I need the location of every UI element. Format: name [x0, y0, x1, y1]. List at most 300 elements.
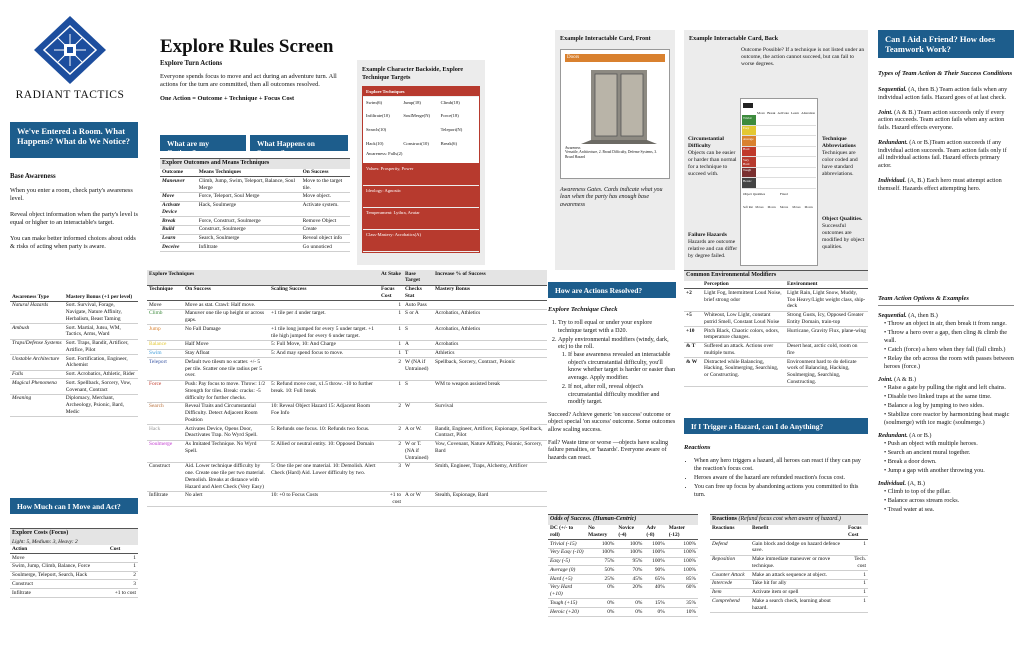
- circumstantial-note: [688, 136, 738, 178]
- awareness-type: Traps/Defense Systems: [10, 339, 64, 355]
- interactable-card-front: [560, 49, 670, 179]
- difficulty-row: [742, 147, 816, 158]
- env-cell: Hurricane, Gravity Flux, plane-wing: [785, 327, 868, 343]
- team-examples-heading: Team Action Options & Examples: [878, 295, 1014, 306]
- interactable-card-back: [740, 98, 818, 266]
- table-row: [10, 554, 138, 563]
- technique-scaling: 5: Refunds one focus. 10: Refunds two focus.: [269, 425, 379, 441]
- technique-target: [402, 127, 439, 134]
- env-cell: Light Rain, Light Snow, Muddy, Too Heavy/Light weight class, ship-deck: [785, 289, 868, 311]
- costs-header: Cost: [108, 545, 138, 553]
- mastery-bonus: Sort. Acrobatics, Athletic, Rider: [64, 370, 138, 379]
- awareness-header: Awareness Type: [10, 293, 64, 301]
- difficulty-label: Hard: [742, 147, 756, 157]
- table-row: [10, 355, 138, 371]
- awareness-gates-caption: Awareness Gates. Cards indicate what you lean when the party has enough base awareness: [560, 186, 663, 208]
- outcomes-header: Means Techniques: [197, 169, 301, 177]
- odds-value: 100%: [644, 540, 666, 549]
- extra-label: Moves: [779, 204, 789, 209]
- odds-value: 95%: [616, 557, 644, 566]
- table-row: [548, 575, 698, 584]
- group-tag: (A, then B.): [908, 312, 938, 320]
- example-text: Throw an object in air, then break it from range.: [887, 319, 1007, 327]
- team-type-desc: (A, then B.) Team action fails when any individual action fails. Hazard goes of at last check.: [878, 86, 1008, 101]
- difficulty-label: Trivial: [742, 115, 756, 125]
- dc-label: Very Easy (-10): [548, 548, 586, 557]
- cost-value: 3: [108, 580, 138, 589]
- technique-mastery: Survival: [433, 402, 547, 424]
- mastery-bonus: Sort. Martial, Jutsu, WM, Tactics, Arms, Ward: [64, 324, 138, 340]
- base-awareness-heading: Base Awareness: [10, 173, 56, 180]
- table-row: [684, 289, 868, 311]
- table-row: [710, 555, 868, 571]
- technique-stat: W: [403, 402, 433, 424]
- awareness-type: Falls: [10, 370, 64, 379]
- odds-value: 100%: [586, 548, 616, 557]
- tech-subheader: Checks Stat: [403, 285, 433, 301]
- technique-mastery: Smith, Engineer, Traps, Alchemy, Artificer: [433, 462, 547, 491]
- example-list: [878, 320, 1014, 371]
- outcome-name: Activate Device: [160, 201, 197, 217]
- tech-header: At Stake: [379, 270, 403, 285]
- back-card-title: Example Interactable Card, Back: [689, 35, 779, 42]
- env-modifier: +5: [684, 311, 702, 327]
- technique-name: Hack: [147, 425, 183, 441]
- extra-label: Moves: [767, 204, 776, 209]
- technique-mastery: Stealth, Espionage, Bard: [433, 491, 547, 507]
- technique-stat: W: [403, 462, 433, 491]
- odds-value: 20%: [616, 583, 644, 599]
- back-card-example: [684, 30, 868, 270]
- reaction-benefit: Make a search check, learning about hazard.: [750, 597, 846, 613]
- team-example-group: [878, 376, 1014, 384]
- explore-costs-table: [10, 528, 138, 598]
- example-text: Search an ancient mural together.: [887, 448, 971, 456]
- technique-target: Hack(10): [366, 140, 384, 146]
- reactions-heading: Reactions: [684, 444, 711, 451]
- odds-value: 40%: [644, 583, 666, 599]
- technique-mastery: Acrobatics, Athletics: [433, 325, 547, 341]
- extra-label: Soft Ret: [743, 204, 753, 209]
- technique-scaling: 10: +0 to Focus Costs: [269, 491, 379, 507]
- char-card-row: Ideology: Agnostic: [363, 186, 479, 208]
- example-text: Balance across stream rocks.: [887, 497, 960, 505]
- env-header: Perception: [702, 281, 785, 289]
- difficulty-row: [742, 157, 816, 168]
- table-row: [710, 540, 868, 556]
- back-card-col: Move: [757, 110, 765, 115]
- odds-value: 100%: [586, 540, 616, 549]
- logo: [10, 12, 130, 106]
- table-row: [147, 402, 547, 424]
- difficulty-row: [742, 168, 816, 179]
- mastery-bonus: Sort. Spellback, Sorcery, Vow, Covenant, Contract: [64, 379, 138, 395]
- explore-formula: One Action = Outcome + Technique + Focus Cost: [160, 95, 295, 103]
- env-cell: Pitch Black, Chaotic colors, odors, temperature changes.: [702, 327, 785, 343]
- odds-value: 100%: [667, 548, 698, 557]
- difficulty-label: Very Hard: [742, 157, 756, 167]
- reaction-benefit: Make an attack sequence at object.: [750, 571, 846, 580]
- table-row: [160, 243, 350, 252]
- technique-stat: Auto Pass: [403, 301, 433, 310]
- base-awareness-para: When you enter a room, check party's awareness level.: [10, 187, 133, 203]
- table-row: [147, 491, 547, 507]
- tech-header: Explore Techniques: [147, 270, 379, 285]
- reactions-table: [710, 514, 868, 613]
- awareness-type: Ambush: [10, 324, 64, 340]
- table-row: [160, 201, 350, 217]
- outcome-means: Hack, Soulmerge: [197, 201, 301, 217]
- odds-value: 100%: [667, 566, 698, 575]
- cost-action: Move: [10, 554, 108, 563]
- odds-value: 70%: [616, 566, 644, 575]
- example-text: Break a door down.: [887, 458, 937, 466]
- outcome-name: Maneuver: [160, 177, 197, 193]
- difficulty-row: [742, 126, 816, 137]
- awareness-table: [10, 293, 138, 417]
- char-card-header: Explore Techniques: [363, 87, 479, 98]
- base-awareness-para: Reveal object information when the party's level is equal or higher to an interactable's target.: [10, 211, 138, 227]
- back-card-footer: [742, 192, 816, 197]
- awareness-type: Magical Phenomena: [10, 379, 64, 395]
- cost-value: 1: [108, 554, 138, 563]
- example-item: • Relay the orb across the room with passes between heroes (force.): [884, 355, 1014, 371]
- outcome-means: Search, Soulmerge: [197, 234, 301, 243]
- technique-success: Aid. Lower technique difficulty by one. Create one tile per two material. Demolish. Breaks at distance with Hazard and Alert Check (Very Easy): [183, 462, 269, 491]
- example-text: Throw a hero over a gap, then cling & climb the wall.: [884, 329, 1008, 344]
- footer-label: Object Qualities: [743, 192, 766, 197]
- table-row: [160, 192, 350, 201]
- check-step: Apply environmental modifiers (windy, dark, etc) to the roll.: [558, 336, 669, 351]
- example-item: • Raise a gate by pulling the right and left chains.: [884, 383, 1006, 391]
- mastery-bonus: Sort. Traps, Bandit, Artificer, Artifice, Pilot: [64, 339, 138, 355]
- check-step: 1. Try to roll equal or under your explore technique target with a D20.: [558, 320, 676, 335]
- dc-label: Trivial (-15): [548, 540, 586, 549]
- back-card-col: Break: [767, 110, 776, 115]
- abbr-body: Techniques are color coded and have standard abbreviations.: [822, 149, 858, 177]
- technique-mastery: Bandit, Engineer, Artificer, Espionage, Spellback, Contract, Pilot: [433, 425, 547, 441]
- reaction-name: Reposition: [710, 555, 750, 571]
- cost-action: Soulmerge, Teleport, Search, Hack: [10, 571, 108, 580]
- logo-emblem: [10, 12, 130, 84]
- technique-scaling: 5: Full Move, 10: And Charge: [269, 340, 379, 349]
- example-item: • Climb to top of the pillar.: [884, 487, 951, 495]
- group-title: Individual.: [878, 480, 907, 488]
- reaction-cost: 1: [846, 571, 868, 580]
- example-text: Push an object with multiple heroes.: [887, 439, 978, 447]
- abbreviations-note: [822, 136, 866, 178]
- outcome-name: Learn: [160, 234, 197, 243]
- technique-success: Reveal Traits and Circumstantial Difficulty. Detect Adjacent Room Position: [183, 402, 269, 424]
- env-cell: Strong Gusts, Icy, Opposed Greater Entity Domain, train-top: [785, 311, 868, 327]
- table-row: [147, 340, 547, 349]
- reaction-benefit: Gain block and dodge on hazard defence save.: [750, 540, 846, 556]
- reactions-table-note: (Refund focus cost when aware of hazard.): [738, 516, 841, 522]
- technique-stat: S or A: [403, 309, 433, 325]
- example-item: • Push an object with multiple heroes.: [884, 439, 978, 447]
- technique-cost: 1: [379, 349, 403, 358]
- cost-action: Swim, Jump, Climb, Balance, Force: [10, 562, 108, 571]
- reactions-header: Benefit: [750, 525, 846, 540]
- team-type-name: Redundant.: [878, 138, 908, 146]
- banner-hazard: If I Trigger a Hazard, can I do Anything?: [684, 418, 868, 434]
- env-cell: Whiteout, Low Light, constant putrid Smell, Constant Loud Noise: [702, 311, 785, 327]
- dc-label: Very Hard (+10): [548, 583, 586, 599]
- banner-aid: Can I Aid a Friend? How does Teamwork Work?: [878, 30, 1014, 58]
- mastery-bonus: Sort. Fortification, Engineer, Alchemist: [64, 355, 138, 371]
- odds-value: 0%: [586, 583, 616, 599]
- reaction-bullet: • When any hero triggers a hazard, all heroes can react if they can pay the reaction's focus cost.: [694, 458, 868, 473]
- reaction-name: Defend: [710, 540, 750, 556]
- banner-options: What are my Options?: [160, 135, 246, 151]
- reactions-table-heading: Reactions: [712, 516, 737, 522]
- odds-header: DC (+/- to roll): [548, 525, 586, 540]
- char-card-row: Temperament: Lythra, Avatar: [363, 208, 479, 230]
- outcomes-heading: Explore Outcomes and Means Techniques: [160, 158, 350, 169]
- page-title: Explore Rules Screen: [160, 36, 334, 57]
- technique-name: Jump: [147, 325, 183, 341]
- technique-cost: 3: [379, 462, 403, 491]
- fail-body: Hazards are outcome relative and can differ by degree failed.: [688, 238, 738, 259]
- table-row: [10, 379, 138, 395]
- brand-name: RADIANT TACTICS: [15, 89, 125, 101]
- back-card-col: Activate: [777, 110, 789, 115]
- example-text: Balance a log by jumping to two sides.: [887, 402, 984, 410]
- outcome-means: Climb, Jump, Swim, Teleport, Balance, Soul Merge: [197, 177, 301, 193]
- example-text: Relay the orb across the room with passes between heroes (force.): [884, 355, 1014, 371]
- outcome-success: Go unnoticed: [301, 243, 350, 252]
- check-substep: 2. If not, after roll, reveal object's circumstantial difficulty modifier and modify target.: [568, 384, 676, 407]
- team-example-group: [878, 312, 1014, 320]
- outcome-means: Force, Teleport, Soul Merge: [197, 192, 301, 201]
- env-cell: Suffered an attack. Actions over multiple turns.: [702, 342, 785, 358]
- env-table: [684, 270, 868, 387]
- explore-turn-section: [160, 60, 350, 108]
- outcome-success: Create: [301, 225, 350, 234]
- technique-mastery: Spellback, Sorcery, Contract, Psionic: [433, 358, 547, 380]
- reactions-header: Reactions: [710, 525, 750, 540]
- odds-value: 0%: [644, 608, 666, 617]
- reaction-name: Item: [710, 588, 750, 597]
- reactions-section: [684, 444, 868, 501]
- table-row: [684, 327, 868, 343]
- technique-mastery: WM to weapon assisted break: [433, 380, 547, 402]
- costs-subhead: Light: 5, Medium: 3, Heavy: 2: [10, 539, 138, 546]
- cost-value: +1 to cost: [108, 589, 138, 598]
- example-text: Raise a gate by pulling the right and left chains.: [887, 383, 1006, 391]
- env-header: [684, 281, 702, 289]
- example-item: • Tread water at sea.: [884, 506, 935, 514]
- technique-stat: A or W.: [403, 425, 433, 441]
- table-row: [147, 325, 547, 341]
- table-row: [548, 548, 698, 557]
- team-examples-section: [878, 295, 1014, 516]
- extra-label: Moves: [792, 204, 801, 209]
- table-row: [147, 425, 547, 441]
- group-tag: (A & B.): [894, 375, 916, 383]
- table-row: [684, 342, 868, 358]
- odds-value: 15%: [644, 599, 666, 608]
- outcome-success: Activate system.: [301, 201, 350, 217]
- difficulty-row: [742, 178, 816, 189]
- table-row: [10, 339, 138, 355]
- tech-subheader: Focus Cost: [379, 285, 403, 301]
- tech-subheader: On Success: [183, 285, 269, 301]
- table-row: [548, 608, 698, 617]
- circ-body: Objects can be easier or harder than normal for a technique to succeed with.: [688, 149, 737, 177]
- technique-scaling: 5: And may spend focus to move.: [269, 349, 379, 358]
- reaction-benefit: Activate item or spell: [750, 588, 846, 597]
- example-item: • Disable two linked traps at the same time.: [884, 392, 992, 400]
- env-cell: Light Fog, Intermittent Loud Noise, brief strong odor: [702, 289, 785, 311]
- reaction-benefit: Make immediate maneuver or move technique.: [750, 555, 846, 571]
- cost-value: 2: [108, 571, 138, 580]
- odds-value: 85%: [667, 575, 698, 584]
- outcome-name: Break: [160, 217, 197, 226]
- technique-stat: A or W: [403, 491, 433, 507]
- odds-value: 100%: [644, 548, 666, 557]
- example-item: • Throw an object in air, then break it from range.: [884, 319, 1007, 327]
- technique-success: Stay Afloat: [183, 349, 269, 358]
- quality-body: Successful outcomes are modified by object qualities.: [822, 222, 865, 250]
- hands-icon: [742, 100, 754, 110]
- dc-label: Average (0): [548, 566, 586, 575]
- team-type: [878, 177, 1014, 193]
- example-text: Tread water at sea.: [887, 506, 935, 514]
- example-list: [878, 488, 1014, 514]
- circ-heading: Circumstantial Difficulty: [688, 136, 724, 149]
- technique-cost: 1: [379, 325, 403, 341]
- back-card-col: Learn: [791, 110, 799, 115]
- team-example-group: [878, 432, 1014, 440]
- character-card-example: [357, 60, 485, 265]
- group-tag: (A or B.): [909, 431, 932, 439]
- team-type-desc: (A, B.) Each hero must attempt action themself. Hazards effect attempting hero.: [878, 176, 1002, 192]
- technique-name: Infiltrate: [147, 491, 183, 507]
- team-types-heading: Types of Team Action & Their Success Conditions: [878, 70, 1013, 77]
- reaction-name: Counter Attack: [710, 571, 750, 580]
- technique-cost: 1: [379, 309, 403, 325]
- mastery-bonus: Sort. Survival, Forage, Navigate, Nature Affinity, Herbalism, Beast Taming: [64, 301, 138, 323]
- outcome-name: Move: [160, 192, 197, 201]
- awareness-type: Meaning: [10, 394, 64, 416]
- odds-value: 65%: [644, 575, 666, 584]
- example-item: • Throw a hero over a gap, then cling & climb the wall.: [884, 329, 1008, 344]
- fail-note: Fail? Waste time or worse —objects have scaling failure penalties, or 'hazards'. Everyone aware of hazards can react.: [548, 439, 669, 461]
- table-row: [710, 579, 868, 588]
- technique-cost: 2: [379, 425, 403, 441]
- banner-resolved: How are Actions Resolved?: [548, 282, 676, 298]
- odds-value: 0%: [586, 599, 616, 608]
- technique-mastery: Vow, Covenant, Nature Affinity, Psionic, Sorcery, Bard: [433, 440, 547, 462]
- env-heading: Common Environmental Modifiers: [684, 270, 868, 281]
- technique-target: SoulMerge(N): [403, 113, 431, 119]
- difficulty-label: Heroic: [742, 178, 756, 188]
- team-type-desc: (A or B.)Team action succeeds if any individual action succeeds. Team action fails only if all individual actions fail. Hazard effects primary actor.: [878, 138, 1007, 170]
- technique-scaling: 5: Refund move cost, x1.5 throw. -10 to further break. 10: Full break: [269, 380, 379, 402]
- outcome-success: Reveal object info: [301, 234, 350, 243]
- table-row: [710, 571, 868, 580]
- technique-success: No Fall Damage: [183, 325, 269, 341]
- banner-success: What Happens on Success?: [250, 135, 348, 151]
- reaction-bullet: • Heroes aware of the hazard are refunded reaction's focus cost.: [694, 475, 868, 483]
- group-title: Sequential.: [878, 312, 907, 320]
- base-awareness-para: You can make better informed choices about odds & risks of acting when party is aware.: [10, 234, 136, 250]
- technique-scaling: [269, 358, 379, 380]
- odds-header: Master (-12): [667, 525, 698, 540]
- technique-mastery: Athletics: [433, 349, 547, 358]
- awareness-type: Natural Hazards: [10, 301, 64, 323]
- table-row: [710, 597, 868, 613]
- reactions-header: Focus Cost: [846, 525, 868, 540]
- group-title: Redundant.: [878, 431, 908, 439]
- odds-value: 90%: [644, 566, 666, 575]
- outcome-means: Construct, Soulmerge: [197, 225, 301, 234]
- technique-cost: +1 to cost: [379, 491, 403, 507]
- technique-target: Break(6): [440, 140, 457, 146]
- tech-header: Increase % of Success: [433, 270, 547, 285]
- reaction-cost: 1: [846, 588, 868, 597]
- table-row: [147, 358, 547, 380]
- technique-stat: W (NA if Untrained): [403, 358, 433, 380]
- character-card: [362, 86, 480, 254]
- table-row: [147, 309, 547, 325]
- technique-name: Construct: [147, 462, 183, 491]
- outcome-means: Infiltrate: [197, 243, 301, 252]
- outcome-possible-note: Outcome Possible? If a technique is not listed under an outcome, the action cannot succeed, but can fail to worse degrees.: [741, 46, 865, 67]
- odds-value: 35%: [667, 599, 698, 608]
- table-row: [10, 589, 138, 598]
- technique-target: Teleport(N): [440, 127, 463, 133]
- technique-target: Swim(6): [366, 99, 383, 105]
- odds-value: 100%: [644, 557, 666, 566]
- outcome-success: Move to the target tile.: [301, 177, 350, 193]
- char-card-row: Awareness: Falls(2): [363, 149, 479, 164]
- team-example-group: [878, 480, 1014, 488]
- technique-scaling: 10: Reveal Object Hazard 15: Adjacent Room Foe Info: [269, 402, 379, 424]
- technique-scaling: 5: One tile per one material. 10: Demolish. Alert Check (Hard) Aid. Lower difficulty by two.: [269, 462, 379, 491]
- odds-header: Novice (-4): [616, 525, 644, 540]
- technique-stat: A: [403, 340, 433, 349]
- env-modifier: & W: [684, 358, 702, 387]
- card-label: Doors: [565, 54, 665, 62]
- technique-name: Force: [147, 380, 183, 402]
- table-row: [10, 370, 138, 379]
- table-row: [160, 177, 350, 193]
- odds-header: Adv (-8): [644, 525, 666, 540]
- table-row: [160, 234, 350, 243]
- team-type-name: Joint.: [878, 108, 893, 116]
- explore-turn-heading: Explore Turn Actions: [160, 60, 223, 67]
- technique-success: Manuver one tile up height or across gaps.: [183, 309, 269, 325]
- back-card-col: Alteration: [801, 110, 815, 115]
- technique-target: Jump(18): [403, 99, 421, 105]
- example-text: Stabilize core reactor by harmonizing heat magic (soulmerge) with ice magic (soulmerge.): [884, 411, 1010, 427]
- outcome-means: Force, Construct, Soulmerge: [197, 217, 301, 226]
- cost-action: Infiltrate: [10, 589, 108, 598]
- env-modifier: & T: [684, 342, 702, 358]
- table-row: [710, 588, 868, 597]
- tech-subheader: Scaling Success: [269, 285, 379, 301]
- technique-target: Infiltrate(10): [366, 113, 390, 119]
- technique-success: Push: Pay focus to move. Throw: 1/2 Strength for tiles. Break: cracks: -5 difficulty for further checks.: [183, 380, 269, 402]
- reaction-cost: 1: [846, 579, 868, 588]
- odds-heading: Odds of Success. (Human-Centric): [548, 514, 698, 525]
- reaction-benefit: Take hit for ally: [750, 579, 846, 588]
- group-tag: (A, B.): [907, 480, 925, 488]
- technique-mastery: Acrobatics: [433, 340, 547, 349]
- banner-entered: We've Entered a Room. What Happens? What do We Notice?: [10, 122, 138, 158]
